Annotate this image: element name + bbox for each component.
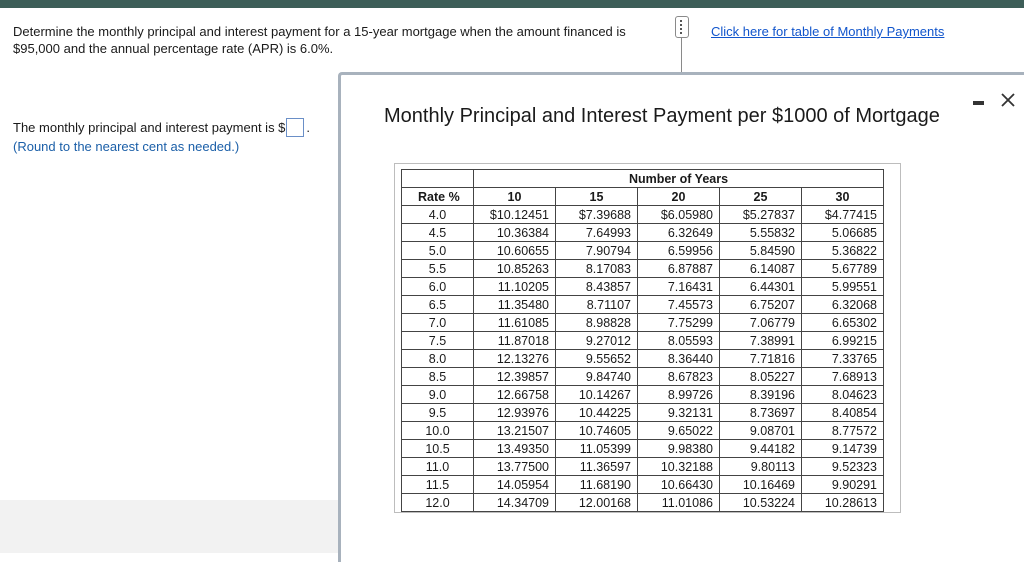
- payment-cell: 5.84590: [720, 242, 802, 260]
- payment-cell: $4.77415: [802, 206, 884, 224]
- payment-cell: 10.44225: [556, 404, 638, 422]
- payment-cell: 9.98380: [638, 440, 720, 458]
- payment-cell: 9.32131: [638, 404, 720, 422]
- payment-cell: 8.40854: [802, 404, 884, 422]
- table-corner: [402, 170, 474, 188]
- rate-cell: 8.0: [402, 350, 474, 368]
- payment-cell: 5.06685: [802, 224, 884, 242]
- payment-cell: 10.32188: [638, 458, 720, 476]
- table-row: [402, 368, 884, 386]
- payment-cell: 14.05954: [474, 476, 556, 494]
- payment-cell: 11.61085: [474, 314, 556, 332]
- rate-cell: 5.0: [402, 242, 474, 260]
- rate-cell: 5.5: [402, 260, 474, 278]
- table-row: [402, 314, 884, 332]
- payment-cell: 6.65302: [802, 314, 884, 332]
- payment-cell: 9.08701: [720, 422, 802, 440]
- payment-cell: 8.36440: [638, 350, 720, 368]
- question-line-1: Determine the monthly principal and interest payment for a 15-year mortgage when the amount financed is: [13, 24, 626, 39]
- payment-cell: 12.66758: [474, 386, 556, 404]
- table-row: [402, 440, 884, 458]
- payment-cell: 8.05593: [638, 332, 720, 350]
- table-row: [402, 278, 884, 296]
- payment-cell: 9.90291: [802, 476, 884, 494]
- rate-cell: 7.0: [402, 314, 474, 332]
- table-row: [402, 224, 884, 242]
- payment-cell: 9.14739: [802, 440, 884, 458]
- payment-cell: 11.68190: [556, 476, 638, 494]
- payment-cell: 14.34709: [474, 494, 556, 512]
- payment-cell: 9.65022: [638, 422, 720, 440]
- rate-cell: 6.5: [402, 296, 474, 314]
- payment-cell: 6.75207: [720, 296, 802, 314]
- table-row: [402, 350, 884, 368]
- payment-cell: 8.17083: [556, 260, 638, 278]
- table-row: [402, 242, 884, 260]
- rounding-hint: (Round to the nearest cent as needed.): [13, 139, 240, 154]
- rate-cell: 9.5: [402, 404, 474, 422]
- table-row: [402, 422, 884, 440]
- payment-cell: 8.05227: [720, 368, 802, 386]
- payment-cell: 8.67823: [638, 368, 720, 386]
- payment-cell: 6.32068: [802, 296, 884, 314]
- rate-cell: 6.0: [402, 278, 474, 296]
- payment-cell: 10.74605: [556, 422, 638, 440]
- years-header: 10: [474, 188, 556, 206]
- years-header: 25: [720, 188, 802, 206]
- payment-cell: 5.36822: [802, 242, 884, 260]
- left-footer-bar: [0, 500, 338, 553]
- years-header: 20: [638, 188, 720, 206]
- payment-cell: 11.35480: [474, 296, 556, 314]
- rate-cell: 11.5: [402, 476, 474, 494]
- payment-cell: 5.67789: [802, 260, 884, 278]
- close-icon[interactable]: [999, 91, 1017, 109]
- rate-cell: 4.0: [402, 206, 474, 224]
- payment-cell: $10.12451: [474, 206, 556, 224]
- payment-cell: 6.99215: [802, 332, 884, 350]
- payment-cell: 9.80113: [720, 458, 802, 476]
- answer-input[interactable]: [286, 118, 304, 137]
- table-row: [402, 494, 884, 512]
- payments-table-dialog: [338, 72, 1024, 562]
- payment-cell: 10.53224: [720, 494, 802, 512]
- answer-suffix: .: [306, 120, 311, 135]
- payment-cell: 8.99726: [638, 386, 720, 404]
- payment-cell: 6.87887: [638, 260, 720, 278]
- payment-cell: 5.55832: [720, 224, 802, 242]
- payment-cell: 11.01086: [638, 494, 720, 512]
- rate-cell: 12.0: [402, 494, 474, 512]
- rate-cell: 10.0: [402, 422, 474, 440]
- minimize-icon[interactable]: [971, 99, 987, 107]
- payment-cell: 8.77572: [802, 422, 884, 440]
- drag-handle-icon[interactable]: [675, 16, 689, 38]
- years-header: 15: [556, 188, 638, 206]
- payment-cell: 9.84740: [556, 368, 638, 386]
- payment-cell: 11.05399: [556, 440, 638, 458]
- payment-cell: 10.66430: [638, 476, 720, 494]
- payment-cell: 8.39196: [720, 386, 802, 404]
- payment-cell: 7.75299: [638, 314, 720, 332]
- payment-cell: 11.36597: [556, 458, 638, 476]
- payment-cell: 9.27012: [556, 332, 638, 350]
- payment-cell: 10.85263: [474, 260, 556, 278]
- table-row: [402, 476, 884, 494]
- payment-cell: 10.60655: [474, 242, 556, 260]
- payment-cell: 6.14087: [720, 260, 802, 278]
- payment-cell: 12.00168: [556, 494, 638, 512]
- payment-cell: 12.13276: [474, 350, 556, 368]
- payment-cell: 7.45573: [638, 296, 720, 314]
- table-row: [402, 332, 884, 350]
- payment-cell: 7.33765: [802, 350, 884, 368]
- table-row: [402, 206, 884, 224]
- payment-cell: 7.64993: [556, 224, 638, 242]
- monthly-payments-table-link[interactable]: Click here for table of Monthly Payments: [711, 24, 945, 39]
- payment-cell: 6.59956: [638, 242, 720, 260]
- table-row: [402, 458, 884, 476]
- payment-cell: $7.39688: [556, 206, 638, 224]
- pane-splitter-handle[interactable]: [675, 16, 689, 44]
- payment-cell: 6.32649: [638, 224, 720, 242]
- payment-cell: 10.28613: [802, 494, 884, 512]
- payment-cell: 7.16431: [638, 278, 720, 296]
- table-row: [402, 386, 884, 404]
- question-line-2: $95,000 and the annual percentage rate (APR) is 6.0%.: [13, 41, 334, 56]
- payment-cell: 7.38991: [720, 332, 802, 350]
- payment-cell: 13.77500: [474, 458, 556, 476]
- rate-header: Rate %: [402, 188, 474, 206]
- rate-cell: 4.5: [402, 224, 474, 242]
- payment-cell: 10.14267: [556, 386, 638, 404]
- payments-table-frame: [394, 163, 901, 513]
- payment-cell: 7.71816: [720, 350, 802, 368]
- payment-cell: $5.27837: [720, 206, 802, 224]
- table-row: [402, 260, 884, 278]
- payment-cell: 8.98828: [556, 314, 638, 332]
- payment-cell: 11.10205: [474, 278, 556, 296]
- payment-cell: 9.52323: [802, 458, 884, 476]
- payment-cell: 5.99551: [802, 278, 884, 296]
- years-header: 30: [802, 188, 884, 206]
- question-text: [13, 23, 663, 57]
- rate-cell: 10.5: [402, 440, 474, 458]
- payment-cell: 11.87018: [474, 332, 556, 350]
- table-row: [402, 296, 884, 314]
- payment-cell: 7.68913: [802, 368, 884, 386]
- grip-dots-icon: [680, 20, 682, 34]
- dialog-title: Monthly Principal and Interest Payment per $1000 of Mortgage: [384, 105, 940, 127]
- payment-cell: 9.44182: [720, 440, 802, 458]
- rate-cell: 11.0: [402, 458, 474, 476]
- payment-cell: 12.39857: [474, 368, 556, 386]
- answer-prompt: The monthly principal and interest payment is $: [13, 120, 286, 135]
- number-of-years-header: Number of Years: [474, 170, 884, 188]
- payment-cell: 10.16469: [720, 476, 802, 494]
- payment-cell: 8.43857: [556, 278, 638, 296]
- top-bar: [0, 0, 1024, 8]
- table-row: [402, 404, 884, 422]
- payment-cell: $6.05980: [638, 206, 720, 224]
- rate-cell: 7.5: [402, 332, 474, 350]
- payment-cell: 6.44301: [720, 278, 802, 296]
- payment-cell: 9.55652: [556, 350, 638, 368]
- rate-cell: 8.5: [402, 368, 474, 386]
- payment-cell: 12.93976: [474, 404, 556, 422]
- answer-row: [13, 118, 310, 137]
- monthly-payments-table: [401, 169, 884, 512]
- payment-cell: 10.36384: [474, 224, 556, 242]
- payment-cell: 8.73697: [720, 404, 802, 422]
- payment-cell: 13.49350: [474, 440, 556, 458]
- payment-cell: 7.90794: [556, 242, 638, 260]
- payment-cell: 7.06779: [720, 314, 802, 332]
- payment-cell: 8.04623: [802, 386, 884, 404]
- payment-cell: 8.71107: [556, 296, 638, 314]
- payment-cell: 13.21507: [474, 422, 556, 440]
- rate-cell: 9.0: [402, 386, 474, 404]
